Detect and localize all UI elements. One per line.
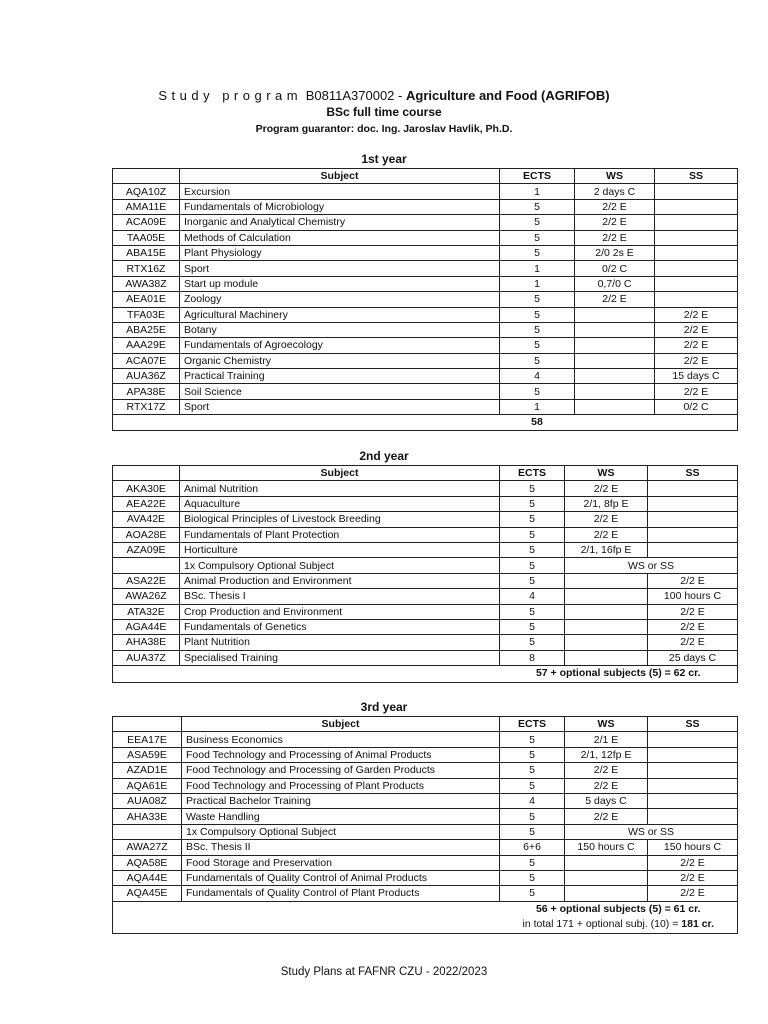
table-row: [113, 573, 738, 588]
course-code: RTX16Z: [113, 261, 180, 276]
course-ws: [575, 307, 655, 322]
course-subject: Food Technology and Processing of Animal Products: [182, 747, 500, 762]
course-code: APA38E: [113, 384, 180, 399]
course-ects: 5: [500, 886, 565, 901]
course-ss: [648, 763, 738, 778]
course-ects: 5: [500, 778, 565, 793]
table-row: [113, 650, 738, 665]
total-spacer: [113, 666, 500, 683]
course-subject: Animal Nutrition: [180, 481, 500, 496]
course-subject: 1x Compulsory Optional Subject: [180, 558, 500, 573]
course-ws: [565, 635, 648, 650]
study-program-label: Study program: [158, 88, 303, 103]
ects-header: ECTS: [500, 466, 565, 481]
course-ws: [565, 870, 648, 885]
table-row: [113, 747, 738, 762]
table-row: [113, 384, 738, 399]
course-ects: 5: [500, 824, 565, 839]
course-ss: [655, 199, 738, 214]
course-code: AUA37Z: [113, 650, 180, 665]
course-ss: [655, 215, 738, 230]
course-ects: 5: [500, 573, 565, 588]
course-ws: [575, 399, 655, 414]
table-row: [113, 527, 738, 542]
program-code: B0811A370002 -: [305, 88, 403, 103]
table-row: [113, 763, 738, 778]
course-code: AQA45E: [113, 886, 182, 901]
course-ss: [648, 747, 738, 762]
total-spacer: [113, 901, 500, 933]
course-subject: Methods of Calculation: [180, 230, 500, 245]
course-subject: Zoology: [180, 292, 500, 307]
course-code: AQA61E: [113, 778, 182, 793]
course-ss: 0/2 C: [655, 399, 738, 414]
course-ects: 5: [500, 809, 565, 824]
year-2-title: 2nd year: [359, 449, 409, 463]
course-ws: 2/2 E: [575, 230, 655, 245]
course-ws: 2/2 E: [565, 763, 648, 778]
course-ects: 4: [500, 793, 565, 808]
course-subject: Practical Training: [180, 369, 500, 384]
course-ects: 8: [500, 650, 565, 665]
course-subject: Fundamentals of Plant Protection: [180, 527, 500, 542]
course-ects: 5: [500, 635, 565, 650]
course-ss: [655, 245, 738, 260]
course-ects: 5: [500, 747, 565, 762]
year-1-table: [112, 168, 738, 431]
course-ects: 5: [500, 230, 575, 245]
course-ss: 2/2 E: [655, 322, 738, 337]
course-code: AKA30E: [113, 481, 180, 496]
course-ss: [655, 276, 738, 291]
table-row: [113, 230, 738, 245]
course-subject: Horticulture: [180, 542, 500, 557]
course-ss: [648, 778, 738, 793]
table-row: [113, 732, 738, 747]
course-ss: [655, 184, 738, 199]
course-code: ATA32E: [113, 604, 180, 619]
course-ws: [575, 322, 655, 337]
course-ects: 5: [500, 322, 575, 337]
course-code: AOA28E: [113, 527, 180, 542]
course-code: ACA09E: [113, 215, 180, 230]
table-row: [113, 619, 738, 634]
table-row: [113, 199, 738, 214]
course-ss: 2/2 E: [655, 307, 738, 322]
course-ss: 150 hours C: [648, 840, 738, 855]
course-ss: 2/2 E: [648, 604, 738, 619]
course-ects: 5: [500, 558, 565, 573]
total-row: [113, 415, 738, 430]
table-header-row: [113, 466, 738, 481]
course-code: AVA42E: [113, 512, 180, 527]
course-subject: Inorganic and Analytical Chemistry: [180, 215, 500, 230]
course-subject: Plant Nutrition: [180, 635, 500, 650]
course-subject: Fundamentals of Genetics: [180, 619, 500, 634]
table-row: [113, 496, 738, 511]
course-code: AWA38Z: [113, 276, 180, 291]
course-subject: Fundamentals of Quality Control of Animal Products: [182, 870, 500, 885]
course-ss: 2/2 E: [655, 353, 738, 368]
course-subject: Start up module: [180, 276, 500, 291]
ws-header: WS: [565, 466, 648, 481]
table-row: [113, 778, 738, 793]
course-code: ABA25E: [113, 322, 180, 337]
course-ects: 5: [500, 855, 565, 870]
course-code: AGA44E: [113, 619, 180, 634]
course-subject: Agricultural Machinery: [180, 307, 500, 322]
course-ects: 5: [500, 384, 575, 399]
course-code: TAA05E: [113, 230, 180, 245]
course-code: AAA29E: [113, 338, 180, 353]
course-ects: 5: [500, 496, 565, 511]
course-ss: [655, 230, 738, 245]
course-ss: [655, 292, 738, 307]
course-ects: 5: [500, 732, 565, 747]
course-subject: Soil Science: [180, 384, 500, 399]
subject-header: Subject: [180, 169, 500, 184]
year-3-title: 3rd year: [360, 700, 408, 714]
course-ws: [575, 353, 655, 368]
grand-total: [504, 917, 734, 932]
course-ws: 0/2 C: [575, 261, 655, 276]
table-row: [113, 307, 738, 322]
table-row: [113, 870, 738, 885]
ects-header: ECTS: [500, 717, 565, 732]
course-ects: 4: [500, 589, 565, 604]
course-ws: 0,7/0 C: [575, 276, 655, 291]
course-ects: 6+6: [500, 840, 565, 855]
course-code: AHA33E: [113, 809, 182, 824]
course-code: AUA36Z: [113, 369, 180, 384]
course-ss: [648, 732, 738, 747]
code-header: [113, 717, 182, 732]
course-subject: Food Storage and Preservation: [182, 855, 500, 870]
course-code: AQA10Z: [113, 184, 180, 199]
table-row: [113, 261, 738, 276]
table-row: [113, 793, 738, 808]
course-ws: 2/2 E: [575, 199, 655, 214]
table-row: [113, 292, 738, 307]
course-ss: 2/2 E: [648, 619, 738, 634]
ws-header: WS: [565, 717, 648, 732]
course-code: ASA22E: [113, 573, 180, 588]
course-ects: 1: [500, 399, 575, 414]
course-subject: Botany: [180, 322, 500, 337]
total-credits: 58: [500, 415, 575, 430]
total-credits: 56 + optional subjects (5) = 61 cr.: [535, 902, 701, 915]
course-subject: Food Technology and Processing of Garden Products: [182, 763, 500, 778]
course-ects: 5: [500, 307, 575, 322]
ects-header: ECTS: [500, 169, 575, 184]
table-row: [113, 276, 738, 291]
table-row: [113, 855, 738, 870]
course-ects: 5: [500, 338, 575, 353]
course-ects: 1: [500, 184, 575, 199]
course-ws: 2/1, 12fp E: [565, 747, 648, 762]
course-ss: 2/2 E: [648, 886, 738, 901]
table-row: [113, 635, 738, 650]
course-code: TFA03E: [113, 307, 180, 322]
course-ws: [575, 338, 655, 353]
course-ws: 2/2 E: [565, 481, 648, 496]
program-guarantor: Program guarantor: doc. Ing. Jaroslav Havlik, Ph.D.: [255, 123, 513, 135]
course-ws: [575, 384, 655, 399]
course-ss: [648, 793, 738, 808]
subject-header: Subject: [180, 466, 500, 481]
course-subject: Sport: [180, 261, 500, 276]
code-header: [113, 169, 180, 184]
course-ects: 4: [500, 369, 575, 384]
code-header: [113, 466, 180, 481]
course-ects: 5: [500, 542, 565, 557]
table-header-row: [113, 169, 738, 184]
course-ws: [565, 619, 648, 634]
total-credits: 57 + optional subjects (5) = 62 cr.: [535, 667, 701, 680]
course-subject: Business Economics: [182, 732, 500, 747]
total-filler: [575, 415, 738, 430]
course-subject: Excursion: [180, 184, 500, 199]
total-row: [113, 901, 738, 933]
course-code: AZA09E: [113, 542, 180, 557]
year-3-table: [112, 716, 738, 934]
total-credits-cell: [500, 666, 738, 683]
course-code: ABA15E: [113, 245, 180, 260]
table-row: [113, 322, 738, 337]
ss-header: SS: [648, 466, 738, 481]
course-ws: [565, 604, 648, 619]
table-row: [113, 840, 738, 855]
course-code: AUA08Z: [113, 793, 182, 808]
course-code: AEA22E: [113, 496, 180, 511]
course-subject: Organic Chemistry: [180, 353, 500, 368]
subject-header: Subject: [182, 717, 500, 732]
table-row: [113, 338, 738, 353]
table-row: [113, 245, 738, 260]
course-code: [113, 824, 182, 839]
course-code: EEA17E: [113, 732, 182, 747]
course-ss: 2/2 E: [648, 855, 738, 870]
table-row: [113, 886, 738, 901]
course-code: AZAD1E: [113, 763, 182, 778]
course-subject: Crop Production and Environment: [180, 604, 500, 619]
table-row: [113, 824, 738, 839]
course-ects: 5: [500, 481, 565, 496]
program-name: Agriculture and Food (AGRIFOB): [405, 88, 610, 103]
course-code: AQA44E: [113, 870, 182, 885]
table-row: [113, 542, 738, 557]
table-row: [113, 215, 738, 230]
grand-total-label: in total 171 + optional subj. (10) =: [522, 917, 679, 930]
course-ss: [648, 512, 738, 527]
course-ects: 5: [500, 215, 575, 230]
course-ects: 5: [500, 292, 575, 307]
course-ects: 1: [500, 261, 575, 276]
course-semester: WS or SS: [565, 558, 738, 573]
course-semester: WS or SS: [565, 824, 738, 839]
course-ss: [648, 809, 738, 824]
course-ws: 2/1, 16fp E: [565, 542, 648, 557]
program-subtitle: BSc full time course: [326, 105, 442, 119]
course-ss: [648, 481, 738, 496]
course-ss: 2/2 E: [655, 338, 738, 353]
course-ws: 150 hours C: [565, 840, 648, 855]
course-ws: 2/2 E: [575, 292, 655, 307]
table-row: [113, 809, 738, 824]
course-ws: [565, 855, 648, 870]
table-header-row: [113, 717, 738, 732]
program-title: [0, 88, 768, 103]
table-row: [113, 589, 738, 604]
course-ss: 2/2 E: [648, 870, 738, 885]
course-ects: 1: [500, 276, 575, 291]
ss-header: SS: [655, 169, 738, 184]
course-code: AWA27Z: [113, 840, 182, 855]
year-1-title: 1st year: [361, 152, 407, 166]
course-subject: Fundamentals of Microbiology: [180, 199, 500, 214]
course-ws: 2/0 2s E: [575, 245, 655, 260]
course-code: AEA01E: [113, 292, 180, 307]
table-row: [113, 481, 738, 496]
course-ws: 2/2 E: [565, 809, 648, 824]
course-ws: 2/2 E: [565, 527, 648, 542]
table-row: [113, 558, 738, 573]
course-subject: BSc. Thesis I: [180, 589, 500, 604]
course-ss: 25 days C: [648, 650, 738, 665]
course-ws: [565, 886, 648, 901]
course-ects: 5: [500, 619, 565, 634]
course-code: RTX17Z: [113, 399, 180, 414]
course-code: AMA11E: [113, 199, 180, 214]
course-subject: Biological Principles of Livestock Breeding: [180, 512, 500, 527]
course-ss: 2/2 E: [648, 635, 738, 650]
course-ws: 5 days C: [565, 793, 648, 808]
course-subject: Sport: [180, 399, 500, 414]
year-2-table: [112, 465, 738, 683]
course-code: [113, 558, 180, 573]
page-footer: Study Plans at FAFNR CZU - 2022/2023: [280, 966, 488, 978]
course-ss: [655, 261, 738, 276]
course-ects: 5: [500, 512, 565, 527]
course-ws: 2/1, 8fp E: [565, 496, 648, 511]
table-row: [113, 604, 738, 619]
course-code: AQA58E: [113, 855, 182, 870]
course-ws: [565, 573, 648, 588]
course-subject: Animal Production and Environment: [180, 573, 500, 588]
table-row: [113, 512, 738, 527]
course-code: ASA59E: [113, 747, 182, 762]
course-code: AWA26Z: [113, 589, 180, 604]
course-ects: 5: [500, 245, 575, 260]
ws-header: WS: [575, 169, 655, 184]
table-row: [113, 353, 738, 368]
grand-total-value: 181 cr.: [681, 917, 714, 930]
course-subject: Fundamentals of Agroecology: [180, 338, 500, 353]
total-row: [113, 666, 738, 683]
course-subject: Specialised Training: [180, 650, 500, 665]
course-ws: [565, 589, 648, 604]
course-subject: Waste Handling: [182, 809, 500, 824]
course-ss: 100 hours C: [648, 589, 738, 604]
course-ws: 2/2 E: [565, 778, 648, 793]
course-subject: Food Technology and Processing of Plant Products: [182, 778, 500, 793]
course-ws: 2/2 E: [565, 512, 648, 527]
course-ws: [565, 650, 648, 665]
course-ws: 2/2 E: [575, 215, 655, 230]
course-ects: 5: [500, 353, 575, 368]
course-ws: [575, 369, 655, 384]
course-subject: Aquaculture: [180, 496, 500, 511]
course-code: AHA38E: [113, 635, 180, 650]
course-subject: Fundamentals of Quality Control of Plant Products: [182, 886, 500, 901]
course-ss: [648, 496, 738, 511]
course-code: ACA07E: [113, 353, 180, 368]
course-subject: Practical Bachelor Training: [182, 793, 500, 808]
course-ss: 2/2 E: [648, 573, 738, 588]
course-ects: 5: [500, 604, 565, 619]
table-row: [113, 399, 738, 414]
course-ss: [648, 527, 738, 542]
course-ects: 5: [500, 763, 565, 778]
course-ss: 2/2 E: [655, 384, 738, 399]
course-subject: Plant Physiology: [180, 245, 500, 260]
course-ss: 15 days C: [655, 369, 738, 384]
total-credits-cell: [500, 901, 738, 933]
ss-header: SS: [648, 717, 738, 732]
course-ws: 2 days C: [575, 184, 655, 199]
course-ects: 5: [500, 527, 565, 542]
course-ss: [648, 542, 738, 557]
table-row: [113, 184, 738, 199]
course-ws: 2/1 E: [565, 732, 648, 747]
course-subject: 1x Compulsory Optional Subject: [182, 824, 500, 839]
course-ects: 5: [500, 870, 565, 885]
table-row: [113, 369, 738, 384]
course-ects: 5: [500, 199, 575, 214]
total-spacer: [113, 415, 500, 430]
course-subject: BSc. Thesis II: [182, 840, 500, 855]
